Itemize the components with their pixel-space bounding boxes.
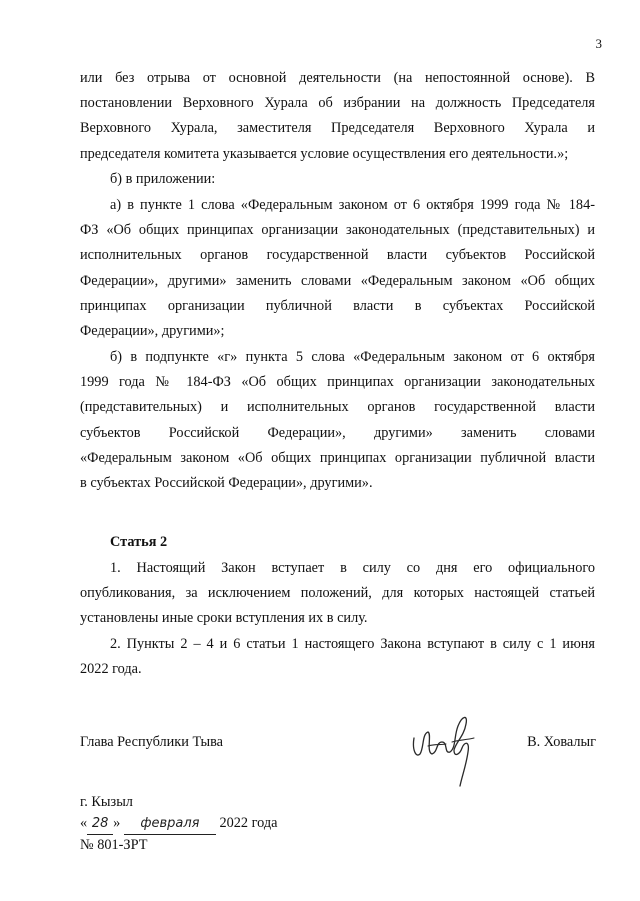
date-year: 2022 года — [219, 815, 278, 831]
text-line: исполнительных органов государственной власти субъектов Российской — [80, 247, 595, 264]
city: г. Кызыл — [80, 794, 133, 810]
text-line: б) в приложении: — [110, 171, 216, 187]
text-line: (представительных) и исполнительных органов государственной власти — [80, 399, 595, 416]
paragraph-continuation — [80, 66, 595, 167]
paragraph-item-b — [80, 345, 595, 496]
place-date-block — [80, 792, 278, 856]
text-line: 1999 года № 184-ФЗ «Об общих принципах организации законодательных — [80, 374, 595, 391]
text-line: Федерации», другими» заменить словами «Федеральным законом «Об общих — [80, 272, 595, 289]
text-line: или без отрыва от основной деятельности (на непостоянной основе). В — [80, 70, 595, 86]
text-line: 2. Пункты 2 – 4 и 6 статьи 1 настоящего Закона вступают в силу с 1 июня — [110, 636, 595, 652]
signature-block — [80, 734, 600, 794]
text-line: принципах организации публичной власти в субъектах Российской — [80, 297, 595, 314]
text-line: постановлении Верховного Хурала об избрании на должность Председателя — [80, 95, 595, 112]
handwritten-month: февраля — [124, 813, 216, 835]
article-paragraph-1 — [80, 556, 595, 632]
text-line: в субъектах Российской Федерации», другими». — [80, 475, 373, 492]
text-line: Федерации», другими»; — [80, 323, 225, 340]
page-number: 3 — [595, 36, 602, 51]
signatory-title: Глава Республики Тыва — [80, 734, 223, 750]
heading-text: Статья 2 — [110, 534, 168, 550]
text-line: ФЗ «Об общих принципах организации законодательных (представительных) и — [80, 222, 595, 239]
paragraph-item-a — [80, 193, 595, 344]
date-quote-open: « — [80, 815, 88, 831]
text-line: опубликования, за исключением положений, для которых настоящей статьей — [80, 585, 595, 602]
law-number: № 801-ЗРТ — [80, 837, 148, 853]
signatory-name: В. Ховалыг — [527, 734, 596, 750]
article-paragraph-2 — [80, 632, 595, 682]
date-quote-close: » — [113, 815, 121, 831]
article-heading — [80, 530, 595, 555]
text-line: субъектов Российской Федерации», другими» заменить словами — [80, 424, 595, 441]
handwritten-day: 28 — [87, 813, 113, 835]
text-line: 2022 года. — [80, 661, 142, 678]
paragraph-appendix-intro — [80, 167, 595, 192]
handwritten-signature — [408, 712, 488, 788]
text-line: установлены иные сроки вступления их в силу. — [80, 610, 368, 627]
text-line: Верховного Хурала, заместителя Председателя Верховного Хурала и — [80, 120, 595, 137]
signing-date — [80, 813, 278, 835]
text-line: 1. Настоящий Закон вступает в силу со дня его официального — [110, 560, 595, 576]
text-line: б) в подпункте «г» пункта 5 слова «Федеральным законом от 6 октября — [110, 349, 595, 365]
text-line: а) в пункте 1 слова «Федеральным законом от 6 октября 1999 года № 184- — [110, 197, 595, 213]
text-line: «Федеральным законом «Об общих принципах организации публичной власти — [80, 449, 595, 466]
text-line: председателя комитета указывается условие осуществления его деятельности.»; — [80, 145, 569, 162]
